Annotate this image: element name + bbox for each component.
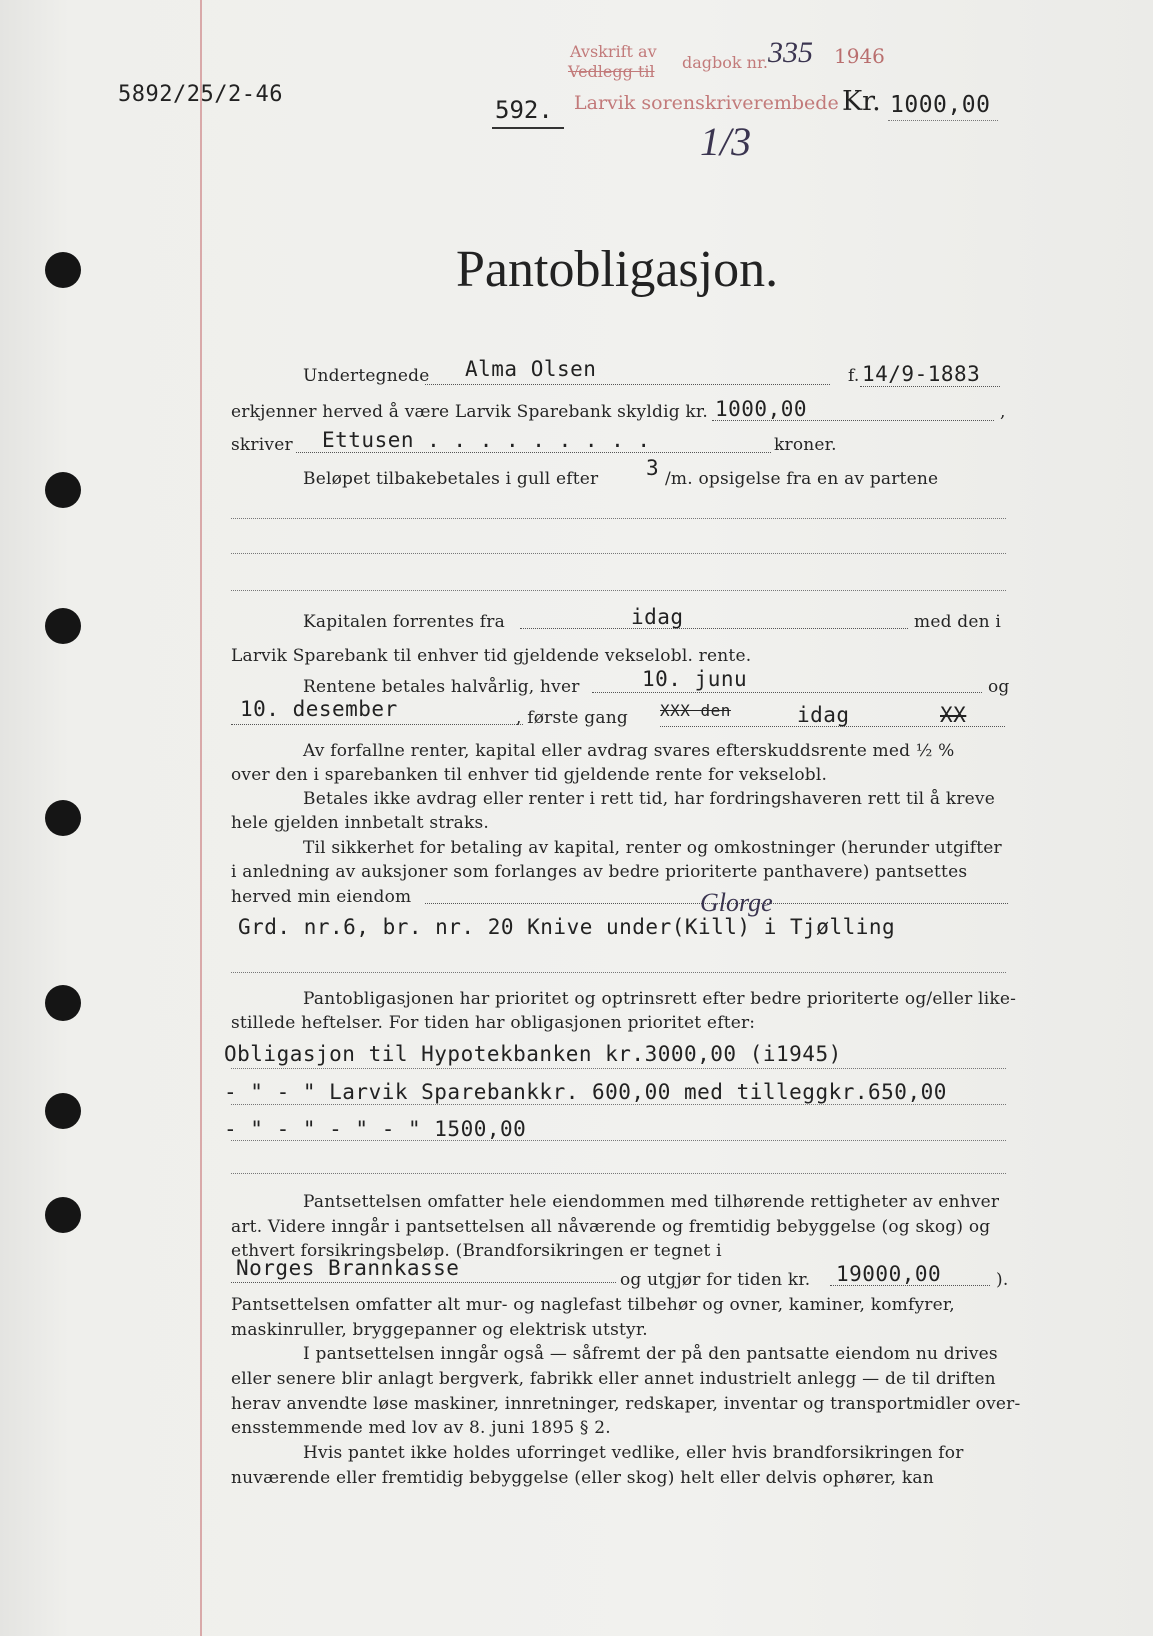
dagbok-number: 335 xyxy=(768,36,813,69)
repay-end: /m. opsigelse fra en av partene xyxy=(665,469,939,489)
insured-amount: 19000,00 xyxy=(836,1262,942,1286)
stamp-dagbok: dagbok nr. xyxy=(682,53,768,72)
notice-months: 3 xyxy=(646,456,660,480)
stamp-avskrift: Avskrift av xyxy=(570,42,657,61)
kroner-label: kroner. xyxy=(774,435,837,455)
punch-hole xyxy=(45,1197,81,1233)
header-amount: 1000,00 xyxy=(890,92,991,118)
priority-row: Obligasjon til Hypotekbanken kr.3000,00 (i1945) xyxy=(224,1042,842,1066)
interest-date-1: 10. junu xyxy=(642,667,748,691)
amount-prefix: Kr. xyxy=(842,86,881,117)
amount-in-words: Ettusen . . . . . . . . . xyxy=(322,428,651,452)
debtor-name: Alma Olsen xyxy=(465,357,597,381)
handwritten-correction: Glorge xyxy=(700,888,773,917)
punch-hole xyxy=(45,472,81,508)
punch-hole xyxy=(45,985,81,1021)
property-description: Grd. nr.6, br. nr. 20 Knive under(Kill) i Tjølling xyxy=(238,915,896,939)
reference-number: 5892/25/2-46 xyxy=(118,82,283,107)
debt-text: erkjenner herved å være Larvik Sparebank skyldig kr. xyxy=(231,402,708,422)
interest-start: Kapitalen forrentes fra xyxy=(303,612,505,632)
document-title: Pantobligasjon. xyxy=(456,241,779,298)
entry-underline xyxy=(492,127,564,129)
punch-hole xyxy=(45,608,81,644)
interest-halfyear: Rentene betales halvårlig, hver xyxy=(303,677,580,697)
priority-row: - " - " Larvik Sparebankkr. 600,00 med tilleggkr.650,00 xyxy=(224,1080,947,1104)
first-payment: idag xyxy=(797,703,850,727)
punch-hole xyxy=(45,800,81,836)
insurer-name: Norges Brannkasse xyxy=(236,1256,460,1280)
debtor-label: Undertegnede xyxy=(303,366,430,386)
margin-rule xyxy=(200,0,202,1636)
priority-row: - " - " - " - " 1500,00 xyxy=(224,1117,527,1141)
stamp-office: Larvik sorenskriverembede xyxy=(574,92,839,114)
struck-text: XXX den xyxy=(660,701,731,720)
debt-amount: 1000,00 xyxy=(715,397,808,421)
stamp-year: 1946 xyxy=(834,44,885,68)
entry-number: 592. xyxy=(495,96,553,124)
stamp-vedlegg: Vedlegg til xyxy=(568,62,655,81)
repay-text: Beløpet tilbakebetales i gull efter xyxy=(303,469,599,489)
interest-from: idag xyxy=(631,605,684,629)
debtor-birthdate: 14/9-1883 xyxy=(862,362,981,386)
punch-hole xyxy=(45,1093,81,1129)
punch-hole xyxy=(45,252,81,288)
interest-date-2: 10. desember xyxy=(240,697,398,721)
skriver-label: skriver xyxy=(231,435,293,455)
fraction-note: 1/3 xyxy=(700,119,752,164)
born-label: f. xyxy=(848,366,860,386)
document-page: 5892/25/2-46 Avskrift av Vedlegg til dagbok nr. 335 1946 592. Larvik sorenskriverembede Kr. 1000,00 1/3 Pantobligasjon. Undertegnede Alma Olsen f. 14/9-1883 erkjenner herved å være Larvik Sparebank skyldig kr. 1000,00 , skriver Ettusen . . . . . . . . . kroner. Beløpet tilbakebetales i gull efter 3 /m. opsigelse fra en av partene Kapitalen forrentes fra idag med den i Larvik Sparebank til enhver tid gjeldende vekselobl. rente. Rentene betales halvårlig, hver 10. junu og 10. desember , første gang XXX den idag XX Av forfallne renter, kapital eller avdrag svares efterskuddsrente med ½ % over den i sparebanken til enhver tid gjeldende rente for vekselobl. Betales ikke avdrag eller renter i rett tid, har fordringshaveren rett til å kreve hele gjelden innbetalt straks. Til sikkerhet for betaling av kapital, renter og omkostninger (herunder utgifter i anledning av auksjoner som forlanges av bedre prioriterte panthavere) pantsettes herved min eiendom Glorge Grd. nr.6, br. nr. 20 Knive under(Kill) i Tjølling Pantobligasjonen har prioritet og optrinsrett efter bedre prioriterte og/eller like- stillede heftelser. For tiden har obligasjonen prioritet efter: Obligasjon til Hypotekbanken kr.3000,00 (i1945) - " - " Larvik Sparebankkr. 600,00 med tilleggkr.650,00 - " - " - " - " 1500,00 Pantsettelsen omfatter hele eiendommen med tilhørende rettigheter av enhver art. Videre inngår i pantsettelsen all nåværende og fremtidig bebyggelse (og skog) og ethvert forsikringsbeløp. (Brandforsikringen er tegnet i Norges Brannkasse og utgjør for tiden kr. 19000,00 ). Pantsettelsen omfatter alt mur- og naglefast tilbehør og ovner, kaminer, komfyrer, maskinruller, bryggepanner og elektrisk utstyr. I pantsettelsen inngår også — såfremt der på den pantsatte eiendom nu drives eller senere blir anlagt bergverk, fabrikk eller annet industrielt anlegg — de til driften herav anvendte løse maskiner, innretninger, redskaper, inventar og transportmidler over- ensstemmende med lov av 8. juni 1895 § 2. Hvis pantet ikke holdes uforringet vedlike, eller hvis brandforsikringen for nuværende eller fremtidig bebyggelse (eller skog) helt eller delvis ophører, kan xyxy=(0,0,1153,1636)
interest-rate-text: Larvik Sparebank til enhver tid gjeldende vekselobl. rente. xyxy=(231,646,752,666)
